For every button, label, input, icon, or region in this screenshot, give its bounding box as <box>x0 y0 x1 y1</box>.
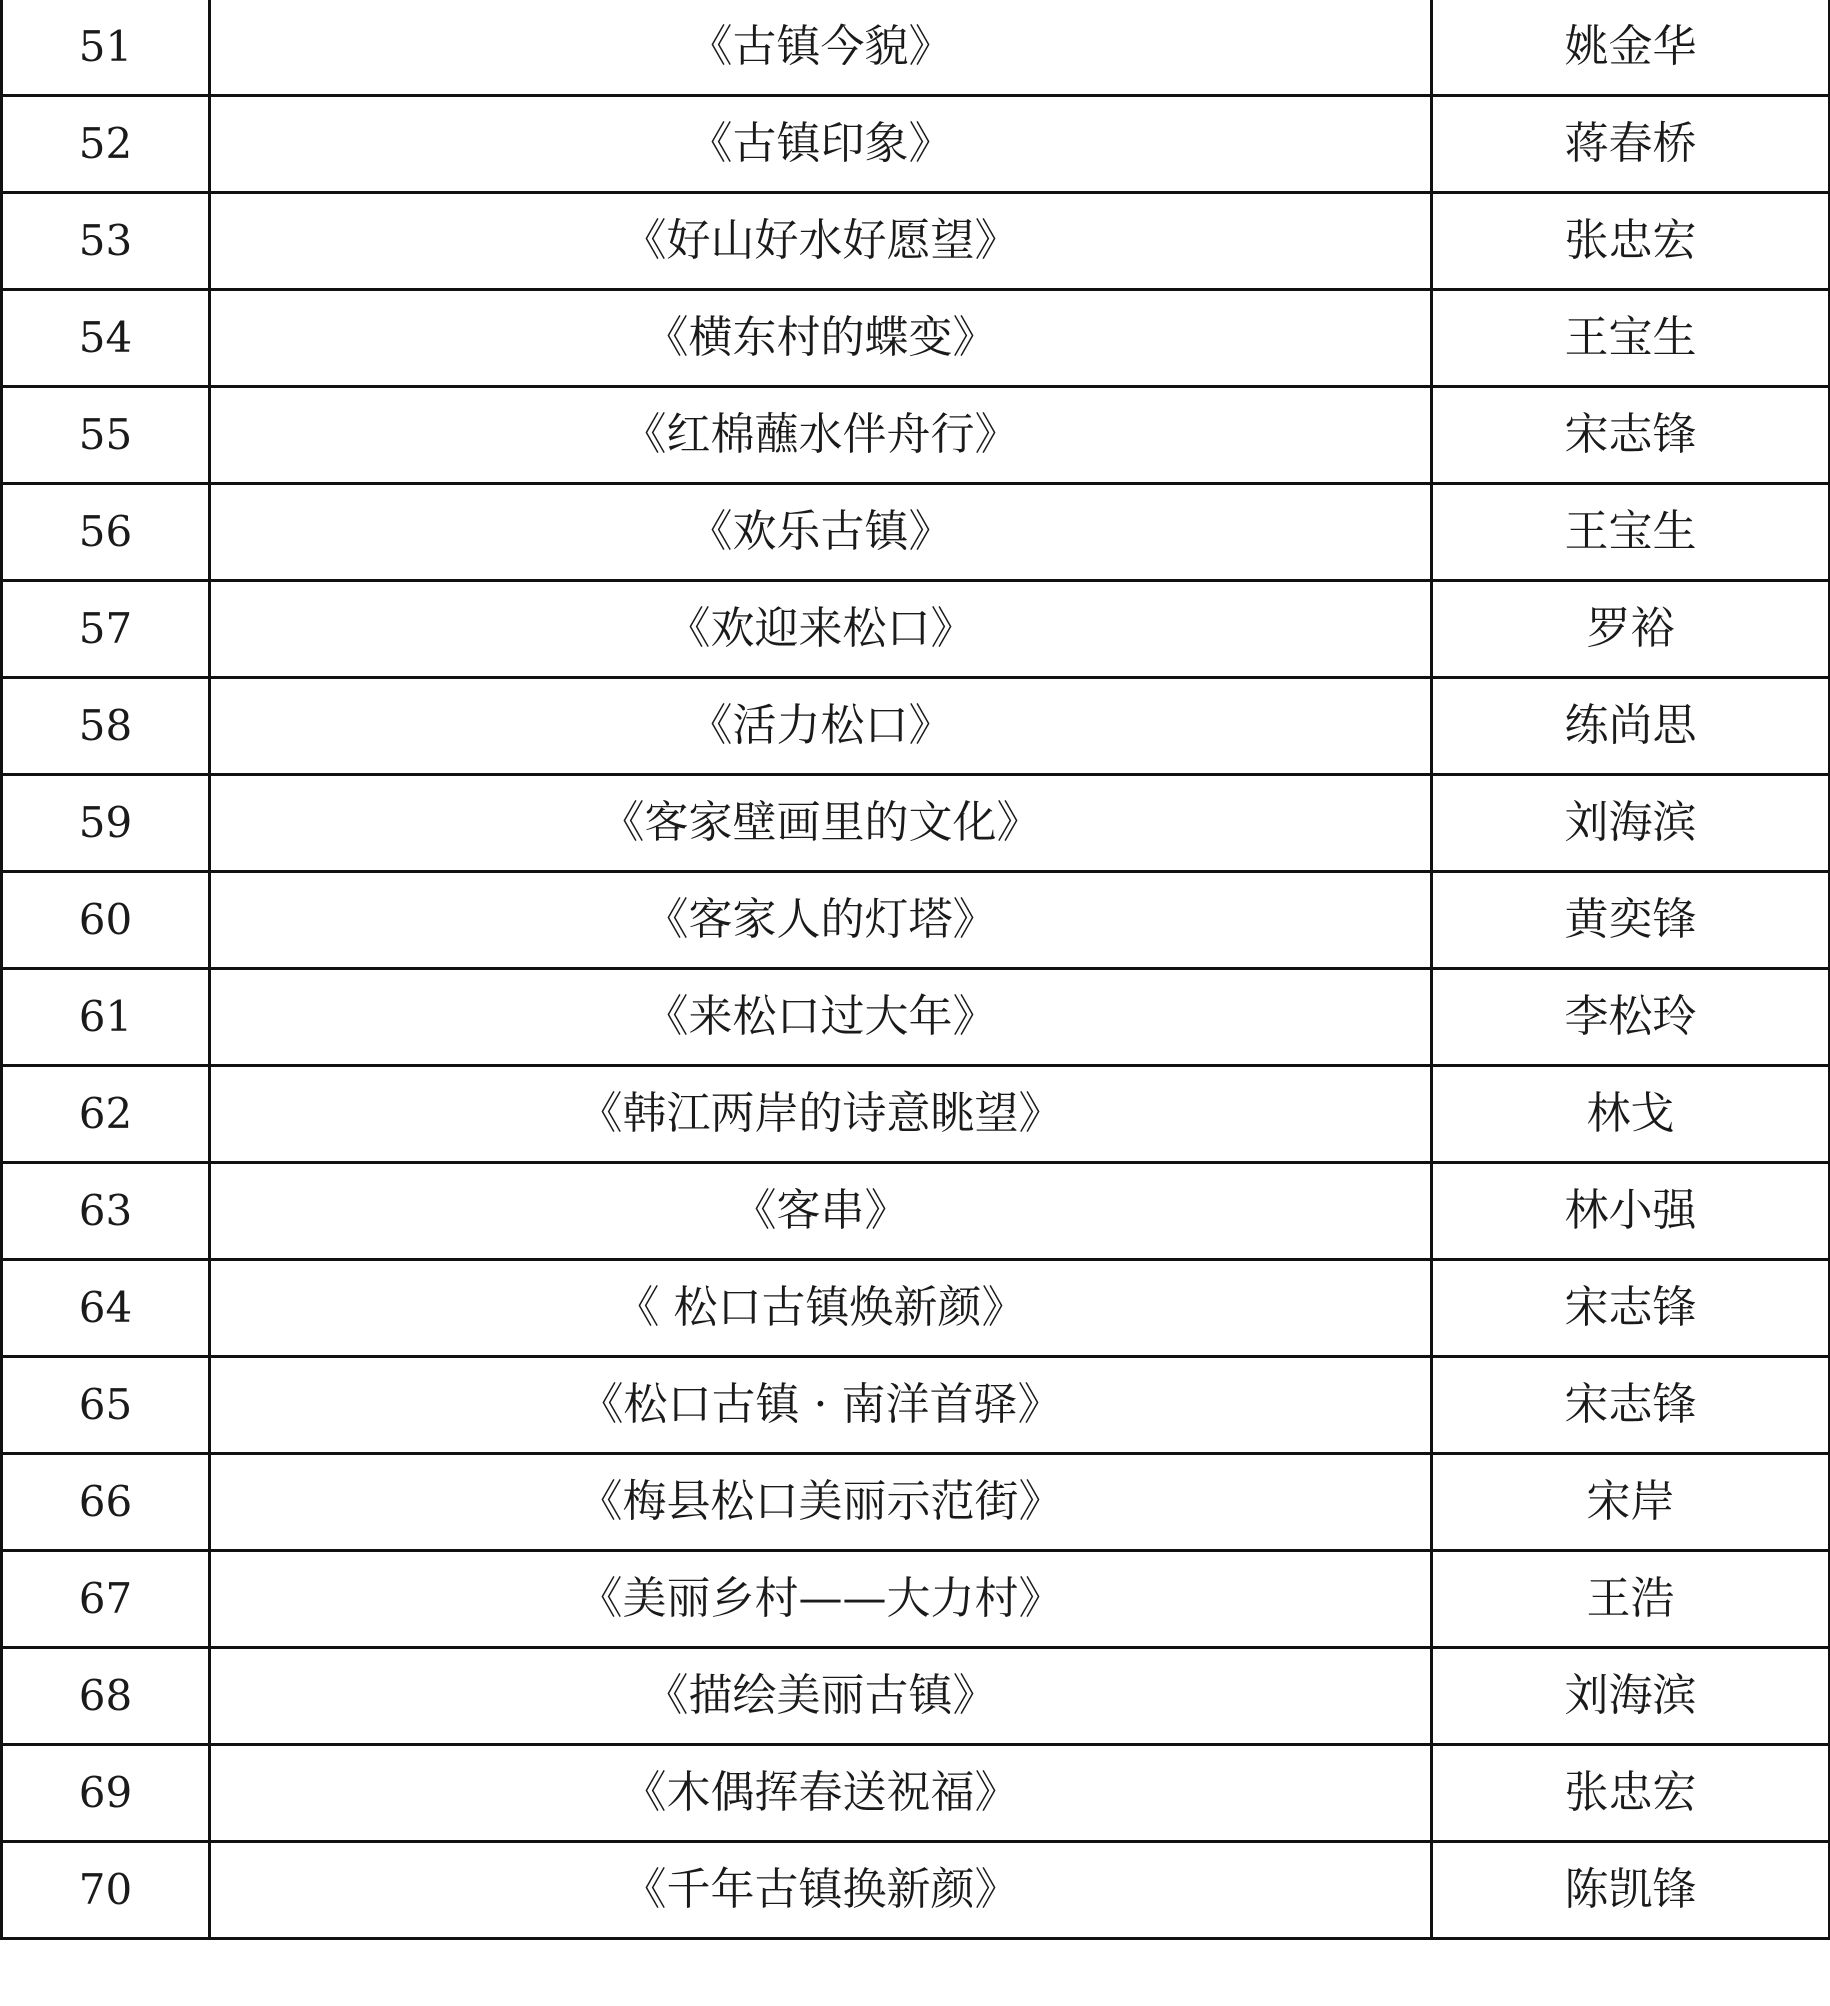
work-title: 《描绘美丽古镇》 <box>210 1648 1432 1745</box>
work-title: 《欢乐古镇》 <box>210 484 1432 581</box>
author-name: 刘海滨 <box>1432 1648 1830 1745</box>
work-title: 《活力松口》 <box>210 678 1432 775</box>
work-title: 《梅县松口美丽示范街》 <box>210 1454 1432 1551</box>
row-number: 64 <box>2 1260 210 1357</box>
author-name: 姚金华 <box>1432 0 1830 96</box>
work-title: 《松口古镇 · 南洋首驿》 <box>210 1357 1432 1454</box>
row-number: 70 <box>2 1842 210 1939</box>
work-title: 《木偶挥春送祝福》 <box>210 1745 1432 1842</box>
author-name: 宋岸 <box>1432 1454 1830 1551</box>
author-name: 蒋春桥 <box>1432 96 1830 193</box>
author-name: 宋志锋 <box>1432 387 1830 484</box>
work-title: 《来松口过大年》 <box>210 969 1432 1066</box>
author-name: 王浩 <box>1432 1551 1830 1648</box>
author-name: 张忠宏 <box>1432 193 1830 290</box>
author-name: 林戈 <box>1432 1066 1830 1163</box>
row-number: 60 <box>2 872 210 969</box>
table-row <box>2 1551 1830 1648</box>
row-number: 51 <box>2 0 210 96</box>
work-title: 《古镇今貌》 <box>210 0 1432 96</box>
table-row <box>2 1163 1830 1260</box>
row-number: 55 <box>2 387 210 484</box>
work-title: 《横东村的蝶变》 <box>210 290 1432 387</box>
author-name: 黄奕锋 <box>1432 872 1830 969</box>
row-number: 63 <box>2 1163 210 1260</box>
row-number: 62 <box>2 1066 210 1163</box>
table-row <box>2 775 1830 872</box>
table-row <box>2 581 1830 678</box>
table-row <box>2 969 1830 1066</box>
work-title: 《客家壁画里的文化》 <box>210 775 1432 872</box>
author-name: 练尚思 <box>1432 678 1830 775</box>
row-number: 53 <box>2 193 210 290</box>
work-title: 《韩江两岸的诗意眺望》 <box>210 1066 1432 1163</box>
row-number: 57 <box>2 581 210 678</box>
author-name: 王宝生 <box>1432 484 1830 581</box>
entries-table-body <box>2 0 1830 1939</box>
table-row <box>2 1745 1830 1842</box>
author-name: 陈凯锋 <box>1432 1842 1830 1939</box>
author-name: 宋志锋 <box>1432 1260 1830 1357</box>
author-name: 罗裕 <box>1432 581 1830 678</box>
table-row <box>2 1842 1830 1939</box>
table-row <box>2 96 1830 193</box>
author-name: 宋志锋 <box>1432 1357 1830 1454</box>
row-number: 56 <box>2 484 210 581</box>
author-name: 李松玲 <box>1432 969 1830 1066</box>
table-row <box>2 872 1830 969</box>
work-title: 《 松口古镇焕新颜》 <box>210 1260 1432 1357</box>
table-row <box>2 387 1830 484</box>
row-number: 68 <box>2 1648 210 1745</box>
work-title: 《客串》 <box>210 1163 1432 1260</box>
table-row <box>2 1066 1830 1163</box>
table-row <box>2 678 1830 775</box>
work-title: 《古镇印象》 <box>210 96 1432 193</box>
work-title: 《千年古镇换新颜》 <box>210 1842 1432 1939</box>
row-number: 66 <box>2 1454 210 1551</box>
author-name: 张忠宏 <box>1432 1745 1830 1842</box>
table-row <box>2 1454 1830 1551</box>
row-number: 54 <box>2 290 210 387</box>
author-name: 王宝生 <box>1432 290 1830 387</box>
row-number: 69 <box>2 1745 210 1842</box>
table-row <box>2 484 1830 581</box>
table-row <box>2 193 1830 290</box>
row-number: 65 <box>2 1357 210 1454</box>
row-number: 61 <box>2 969 210 1066</box>
table-row <box>2 1260 1830 1357</box>
row-number: 67 <box>2 1551 210 1648</box>
work-title: 《红棉蘸水伴舟行》 <box>210 387 1432 484</box>
row-number: 52 <box>2 96 210 193</box>
table-row <box>2 1357 1830 1454</box>
author-name: 林小强 <box>1432 1163 1830 1260</box>
row-number: 59 <box>2 775 210 872</box>
table-row <box>2 0 1830 96</box>
work-title: 《好山好水好愿望》 <box>210 193 1432 290</box>
author-name: 刘海滨 <box>1432 775 1830 872</box>
row-number: 58 <box>2 678 210 775</box>
work-title: 《欢迎来松口》 <box>210 581 1432 678</box>
table-row <box>2 1648 1830 1745</box>
table-row <box>2 290 1830 387</box>
work-title: 《客家人的灯塔》 <box>210 872 1432 969</box>
work-title: 《美丽乡村——大力村》 <box>210 1551 1432 1648</box>
